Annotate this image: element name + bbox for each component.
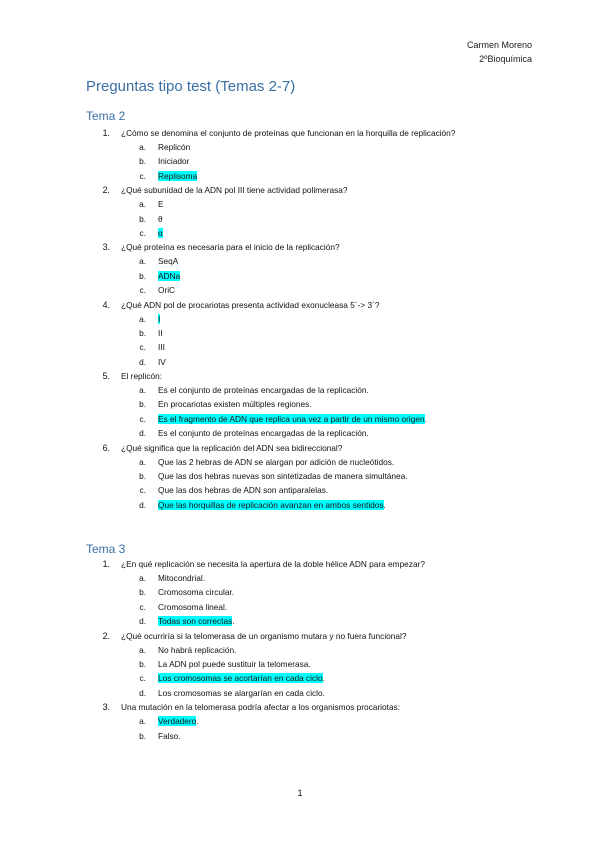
option-text: En procariotas existen múltiples regiones. <box>158 399 312 410</box>
option-letter: b. <box>139 658 146 669</box>
option-letter: c. <box>139 342 146 353</box>
option-text: OriC <box>158 285 176 296</box>
question-item <box>0 557 600 629</box>
option-letter: d. <box>139 356 146 367</box>
option-text: La ADN pol puede sustituir la telomerasa. <box>158 658 311 669</box>
option-text: Mitocondrial. <box>158 573 206 583</box>
question-number: 1. <box>102 128 110 138</box>
section-heading-tema-3: Tema 3 <box>86 542 126 556</box>
option-text: E <box>158 199 164 210</box>
answer-suffix: . <box>383 499 386 510</box>
option-item <box>0 355 600 369</box>
option-text: Los cromosomas se alargarían en cada ciclo. <box>158 687 325 698</box>
option-text: Es el conjunto de proteínas encargadas de la replicación. <box>158 385 369 396</box>
highlighted-answer: Todas son correctas <box>158 616 233 627</box>
option-letter: a. <box>139 573 146 583</box>
option-letter: c. <box>139 227 146 238</box>
option-item <box>0 397 600 411</box>
highlighted-answer: α <box>158 227 163 238</box>
option-text: III <box>158 342 165 353</box>
header-course: 2ºBioquímica <box>479 54 532 64</box>
option-text: II <box>158 327 163 338</box>
option-item <box>0 643 600 657</box>
option-item <box>0 326 600 340</box>
option-item <box>0 483 600 497</box>
option-text: Que las dos hebras nuevas son sintetizadas de manera simultánea. <box>158 471 408 482</box>
question-list-tema-2 <box>0 126 600 512</box>
option-letter: c. <box>139 413 146 424</box>
option-text: Que las dos hebras de ADN son antiparalelas. <box>158 485 329 496</box>
option-item-correct <box>0 671 600 685</box>
option-text: Que las 2 hebras de ADN se alargan por adición de nucleótidos. <box>158 456 395 467</box>
option-letter: b. <box>139 587 146 598</box>
option-list <box>0 312 600 370</box>
option-letter: a. <box>139 716 146 727</box>
option-item <box>0 571 600 585</box>
question-text: ¿Qué subunidad de la ADN pol III tiene actividad polimerasa? <box>121 185 348 196</box>
highlighted-answer: Replisoma <box>158 170 198 181</box>
option-letter: b. <box>139 327 146 338</box>
section-heading-tema-2: Tema 2 <box>86 109 126 123</box>
option-text: Es el conjunto de proteínas encargadas de la replicación. <box>158 428 369 439</box>
option-letter: c. <box>139 485 146 496</box>
highlighted-answer: Es el fragmento de ADN que replica una vez a partir de un mismo origen <box>158 413 425 424</box>
option-item-correct <box>0 498 600 512</box>
option-item <box>0 729 600 743</box>
option-item <box>0 283 600 297</box>
option-list <box>0 254 600 297</box>
option-letter: a. <box>139 199 146 210</box>
highlighted-answer: Que las horquillas de replicación avanzan en ambos sentidos <box>158 499 384 510</box>
option-list <box>0 643 600 701</box>
option-letter: a. <box>139 644 146 655</box>
question-number: 3. <box>102 242 110 253</box>
option-text: θ <box>158 213 163 224</box>
question-list-tema-3 <box>0 557 600 743</box>
option-text: Cromosoma lineal. <box>158 601 228 612</box>
question-text: ¿Qué ADN pol de procariotas presenta actividad exonucleasa 5´-> 3´? <box>121 299 380 310</box>
option-letter: b. <box>139 730 146 741</box>
option-item <box>0 657 600 671</box>
page-header <box>467 38 532 66</box>
question-item <box>0 183 600 240</box>
document-title: Preguntas tipo test (Temas 2-7) <box>86 78 296 95</box>
option-item-correct <box>0 226 600 240</box>
option-item-correct <box>0 714 600 728</box>
option-list <box>0 455 600 513</box>
option-item <box>0 600 600 614</box>
option-letter: a. <box>139 256 146 267</box>
option-item-correct <box>0 169 600 183</box>
question-number: 2. <box>102 185 110 196</box>
question-item <box>0 629 600 701</box>
option-text: Iniciador <box>158 156 190 167</box>
question-text: ¿Qué ocurriría si la telomerasa de un organismo mutara y no fuera funcional? <box>121 630 407 641</box>
option-letter: a. <box>139 456 146 467</box>
option-text: SeqA <box>158 256 179 267</box>
option-list <box>0 383 600 441</box>
page-number: 1 <box>297 788 303 798</box>
option-text: Cromosoma circular. <box>158 587 235 598</box>
option-item <box>0 154 600 168</box>
option-letter: c. <box>139 601 146 612</box>
option-item <box>0 686 600 700</box>
option-letter: a. <box>139 385 146 396</box>
question-number: 5. <box>102 371 110 382</box>
highlighted-answer: Los cromosomas se acortarían en cada ciclo <box>158 673 323 684</box>
question-number: 3. <box>102 702 110 713</box>
option-item-correct <box>0 269 600 283</box>
question-item <box>0 298 600 370</box>
option-item <box>0 197 600 211</box>
option-text: Replicón <box>158 142 191 152</box>
option-letter: d. <box>139 499 146 510</box>
highlighted-answer: ADNa <box>158 270 181 281</box>
option-letter: b. <box>139 471 146 482</box>
question-item <box>0 441 600 513</box>
option-letter: a. <box>139 313 146 324</box>
question-text: ¿Qué proteína es necesaria para el inicio de la replicación? <box>121 242 340 253</box>
option-item <box>0 426 600 440</box>
question-text: ¿Cómo se denomina el conjunto de proteínas que funcionan en la horquilla de replicación? <box>121 128 456 138</box>
question-number: 2. <box>102 630 110 641</box>
question-text: ¿Qué significa que la replicación del ADN sea bidireccional? <box>121 442 343 453</box>
option-letter: b. <box>139 399 146 410</box>
option-letter: d. <box>139 616 146 627</box>
answer-suffix: . <box>424 413 427 424</box>
question-number: 4. <box>102 299 110 310</box>
option-item-correct <box>0 614 600 628</box>
option-list <box>0 197 600 240</box>
option-item <box>0 212 600 226</box>
option-text: IV <box>158 356 166 367</box>
option-item-correct <box>0 412 600 426</box>
option-list <box>0 140 600 183</box>
option-letter: b. <box>139 270 146 281</box>
option-letter: a. <box>139 142 146 152</box>
question-item <box>0 240 600 297</box>
option-item <box>0 585 600 599</box>
header-author: Carmen Moreno <box>466 40 532 50</box>
answer-suffix: . <box>232 616 235 627</box>
option-letter: c. <box>139 285 146 296</box>
option-item <box>0 340 600 354</box>
question-text: Una mutación en la telomerasa podría afectar a los organismos procariotas: <box>121 702 401 713</box>
question-number: 1. <box>102 559 110 569</box>
option-list <box>0 571 600 629</box>
option-letter: c. <box>139 170 146 181</box>
option-letter: c. <box>139 673 146 684</box>
question-number: 6. <box>102 442 110 453</box>
answer-suffix: . <box>196 716 199 727</box>
option-item <box>0 383 600 397</box>
option-text: No habrá replicación. <box>158 644 237 655</box>
option-item <box>0 140 600 154</box>
highlighted-answer: Verdadero <box>158 716 197 727</box>
option-item-correct <box>0 312 600 326</box>
question-text: El replicón: <box>121 371 163 382</box>
option-letter: d. <box>139 687 146 698</box>
option-item <box>0 469 600 483</box>
option-item <box>0 455 600 469</box>
answer-suffix: . <box>322 673 325 684</box>
option-letter: b. <box>139 156 146 167</box>
option-text: Falso. <box>158 730 181 741</box>
question-text: ¿En qué replicación se necesita la apertura de la doble hélice ADN para empezar? <box>121 559 425 569</box>
option-list <box>0 714 600 743</box>
highlighted-answer: I <box>158 313 161 324</box>
question-item <box>0 369 600 441</box>
question-item <box>0 126 600 183</box>
option-letter: d. <box>139 428 146 439</box>
question-item <box>0 700 600 743</box>
option-letter: b. <box>139 213 146 224</box>
option-item <box>0 254 600 268</box>
